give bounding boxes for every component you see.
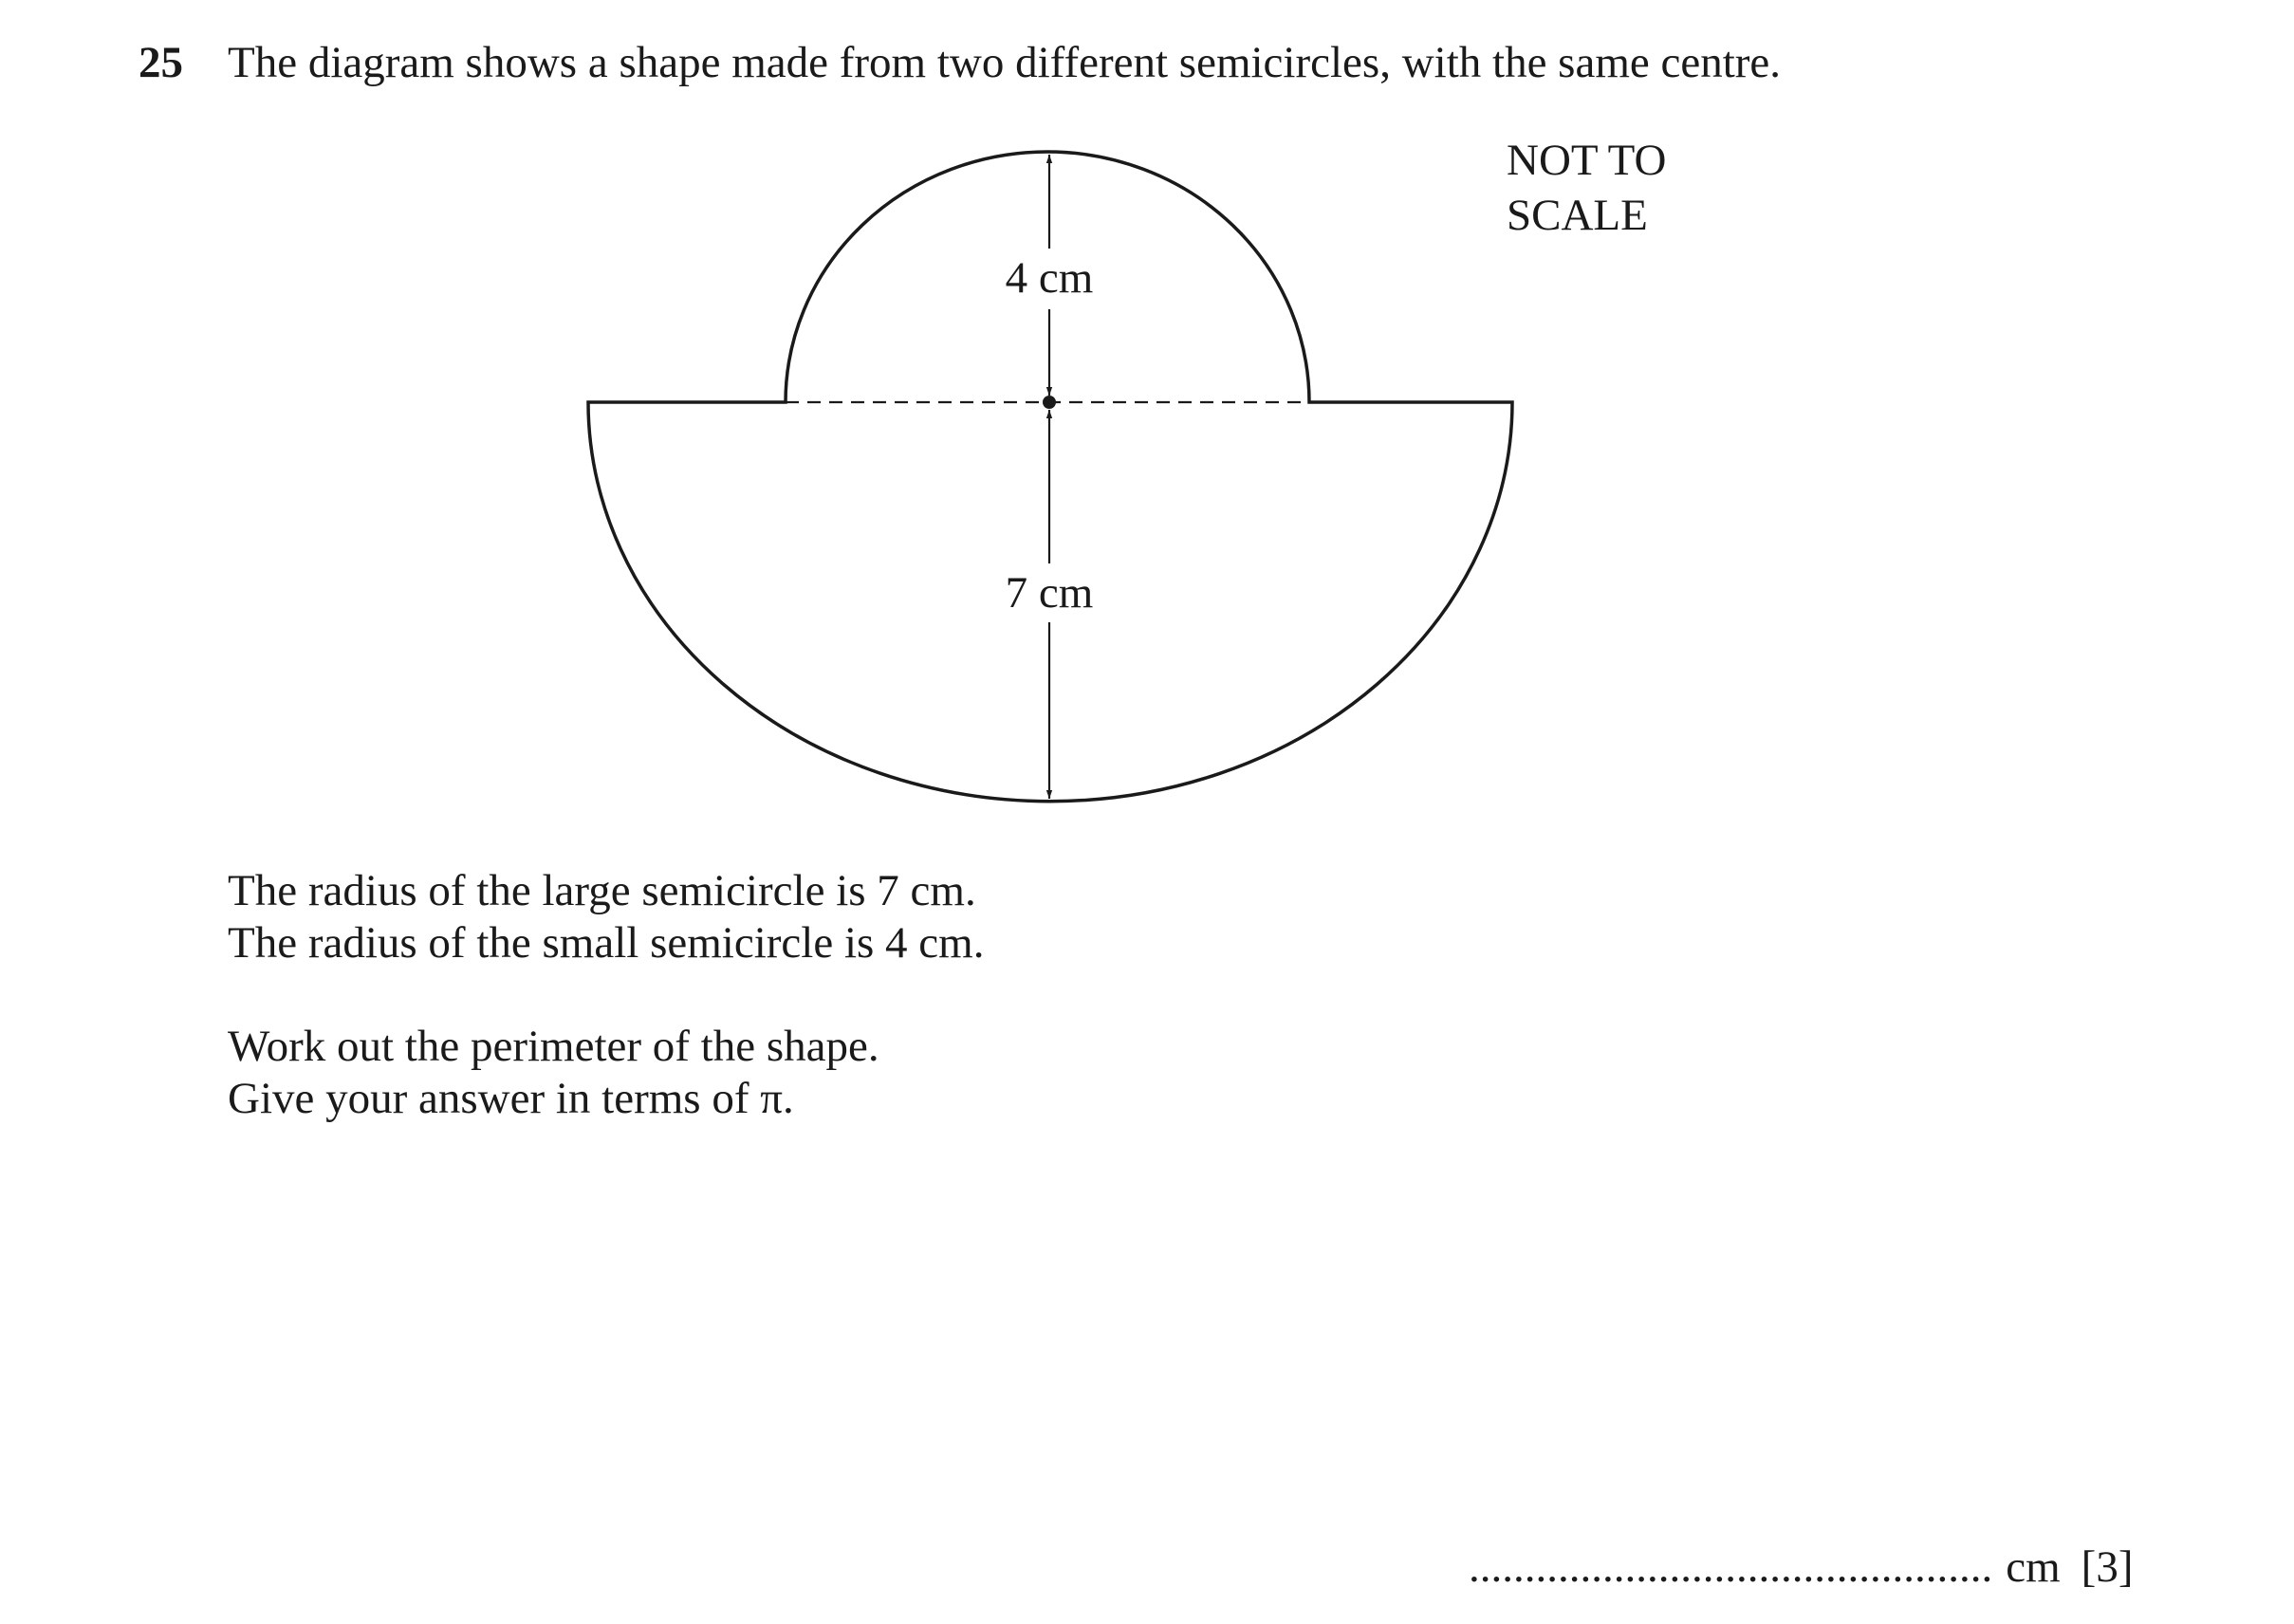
info-line-1: The radius of the large semicircle is 7 cm. [228, 866, 976, 915]
task-line-2: Give your answer in terms of π. [228, 1074, 794, 1123]
question-stem: The diagram shows a shape made from two different semicircles, with the same centre. [228, 38, 1782, 87]
given-information [228, 865, 984, 969]
not-to-scale-line-2: SCALE [1507, 191, 1648, 240]
question-number: 25 [139, 38, 183, 87]
marks-available: [3] [2081, 1542, 2134, 1592]
info-line-2: The radius of the small semicircle is 4 cm. [228, 918, 985, 968]
task-line-1: Work out the perimeter of the shape. [228, 1022, 879, 1071]
small-radius-label: 4 cm [1005, 253, 1094, 303]
task-instructions [228, 1021, 879, 1125]
centre-point [1043, 396, 1056, 409]
answer-dots[interactable]: ............................................... [1469, 1542, 1993, 1592]
large-radius-label: 7 cm [1005, 568, 1094, 618]
answer-unit: cm [2006, 1542, 2061, 1592]
not-to-scale-line-1: NOT TO [1507, 136, 1667, 185]
answer-line[interactable] [1469, 1539, 2133, 1596]
